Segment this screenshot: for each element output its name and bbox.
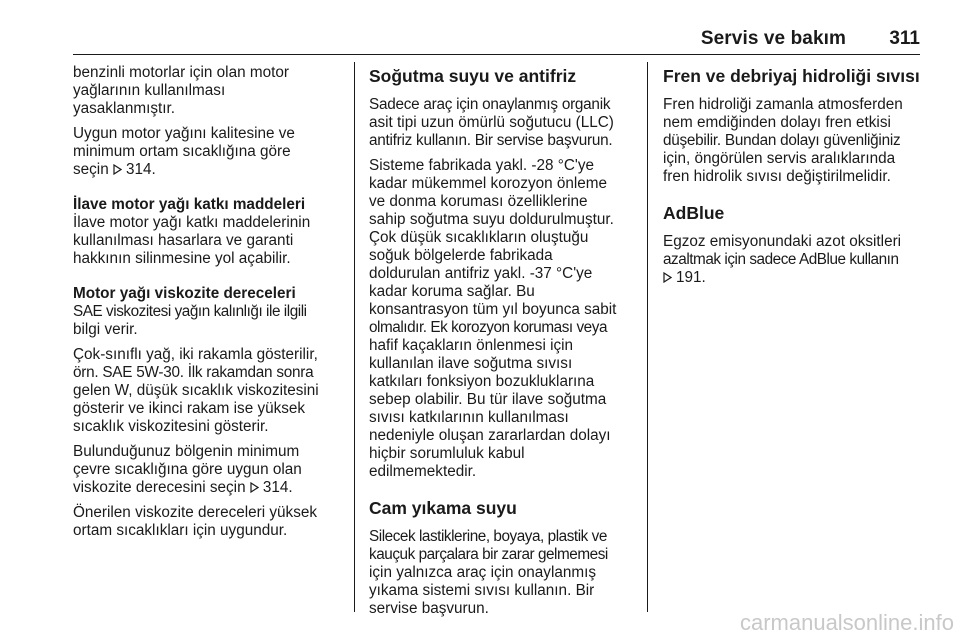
page-number: 311 xyxy=(889,28,920,49)
column-2 xyxy=(369,64,633,625)
subheading-oil-additives: İlave motor yağı katkı maddeleri xyxy=(73,196,306,213)
paragraph-multigrade-oil: Çok-sınıflı yağ, iki rakamla gösterilir, örn. SAE 5W-30. İlk rakamdan sonra gelen W, düşük sıcaklık viskozitesini gösterir ve ikinci rakam ise yüksek sıcaklık viskozitesini gösterir. xyxy=(73,346,319,435)
paragraph-coolant-protection: Sisteme fabrikada yakl. -28 °C'ye kadar mükemmel korozyon önleme ve donma koruması özelliklerine sahip soğutma suyu doldurulmuştur. Çok düşük sıcaklıkların oluştuğu soğuk bölgelerde fabrikada doldurulan antifriz yakl. -37 °C'ye kadar koruma sağlar. Bu konsantrasyon tüm yıl boyunca sabit olmalıdır. Ek korozyon koruması veya hafif kaçakların önlenmesi için kullanılan ilave soğutma sıvısı katkıları fonksiyon bozukluklarına sebep olabilir. Bu tür ilave soğutma sıvısı katkılarının kullanılması nedeniyle oluşan zararlardan dolayı hiçbir sorumluluk kabul edilmemektedir. xyxy=(369,157,617,480)
column-divider-2 xyxy=(647,62,648,612)
page-reference-link[interactable]: 314. xyxy=(250,479,293,496)
page-header xyxy=(73,24,920,54)
column-1 xyxy=(73,64,345,547)
paragraph-adblue: Egzoz emisyonundaki azot oksitleri azaltmak için sadece AdBlue kullanın 191. xyxy=(663,233,902,286)
paragraph-oil-quality: Uygun motor yağını kalitesine ve minimum ortam sıcaklığına göre seçin 314. xyxy=(73,125,295,178)
watermark-text: carmanualsonline.info xyxy=(739,610,954,635)
page-reference-link[interactable]: 191. xyxy=(663,269,706,286)
column-divider-1 xyxy=(354,62,355,612)
paragraph-engine-oil-intro: benzinli motorlar için olan motor yağlarının kullanılması yasaklanmıştır. xyxy=(73,64,289,117)
paragraph-select-viscosity: Bulunduğunuz bölgenin minimum çevre sıcaklığına göre uygun olan viskozite derecesini seçin 314. xyxy=(73,443,302,496)
paragraph-recommended-viscosity: Önerilen viskozite dereceleri yüksek ortam sıcaklıkları için uygundur. xyxy=(73,504,318,539)
heading-adblue: AdBlue xyxy=(663,203,725,223)
heading-brake-fluid: Fren ve debriyaj hidroliği sıvısı xyxy=(663,66,920,86)
paragraph-sae-viscosity: SAE viskozitesi yağın kalınlığı ile ilgili bilgi verir. xyxy=(73,303,307,338)
page-ref-arrow-icon xyxy=(113,164,122,175)
page-ref-arrow-icon xyxy=(663,272,672,283)
subheading-viscosity-grades: Motor yağı viskozite dereceleri xyxy=(73,285,296,302)
heading-washer-fluid: Cam yıkama suyu xyxy=(369,498,517,518)
paragraph-oil-additives: İlave motor yağı katkı maddelerinin kullanılması hasarlara ve garanti hakkının silinmesine yol açabilir. xyxy=(73,214,311,267)
header-divider xyxy=(73,54,920,55)
section-title: Servis ve bakım xyxy=(700,28,846,49)
column-3 xyxy=(663,64,929,294)
page-reference-link[interactable]: 314. xyxy=(113,161,156,178)
paragraph-brake-fluid: Fren hidroliği zamanla atmosferden nem emdiğinden dolayı fren etkisi düşebilir. Bundan dolayı güvenliğiniz için, öngörülen servis aralıklarında fren hidrolik sıvısı değiştirilmelidir. xyxy=(663,96,903,185)
heading-coolant-antifreeze: Soğutma suyu ve antifriz xyxy=(369,66,577,86)
page-ref-arrow-icon xyxy=(250,482,259,493)
paragraph-coolant-type: Sadece araç için onaylanmış organik asit tipi uzun ömürlü soğutucu (LLC) antifriz kullanın. Bir servise başvurun. xyxy=(369,96,614,149)
paragraph-washer-fluid: Silecek lastiklerine, boyaya, plastik ve kauçuk parçalara bir zarar gelmemesi için yalnızca araç için onaylanmış yıkama sistemi sıvısı kullanın. Bir servise başvurun. xyxy=(369,528,608,617)
